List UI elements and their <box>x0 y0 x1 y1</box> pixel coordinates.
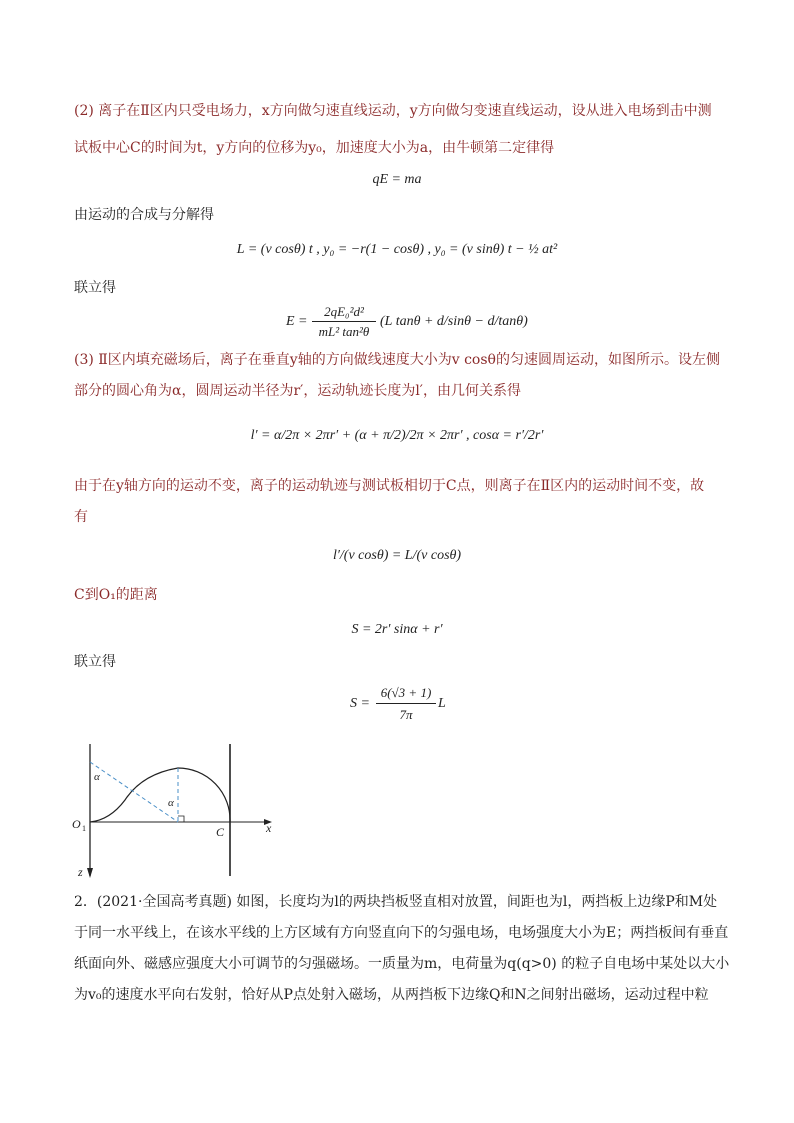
part3-line3: 由于在y轴方向的运动不变，离子的运动轨迹与测试板相切于C点，则离子在Ⅱ区内的运动时间不变，故 <box>74 478 705 494</box>
part3-line5: C到O₁的距离 <box>74 587 158 603</box>
equation-distance: S = 2r′ sinα + r′ <box>351 622 443 637</box>
part3-line6: 联立得 <box>74 654 116 670</box>
equation-time: l′/(v cosθ) = L/(v cosθ) <box>332 548 462 563</box>
fraction-bar <box>312 321 376 322</box>
equation-motion: L = (v cosθ) t , y₀ = −r(1 − cosθ) , y₀ = (v sinθ) t − ½ at² <box>236 242 558 257</box>
right-angle-mark <box>178 816 184 822</box>
part3-line1: (3) Ⅱ区内填充磁场后，离子在垂直y轴的方向做线速度大小为v cosθ的匀速圆周运动，如图所示。设左侧 <box>74 352 720 368</box>
label-alpha-top: α <box>94 771 100 783</box>
label-O1: O <box>72 817 81 831</box>
label-C: C <box>216 825 225 839</box>
equation-E <box>286 303 526 343</box>
equation-newton: qE = ma <box>372 172 422 187</box>
part2-line3: 由运动的合成与分解得 <box>74 207 214 223</box>
equation-E-denominator: mL² tan²θ <box>318 324 370 339</box>
trajectory-figure <box>70 740 290 880</box>
question2-line4: 为v₀的速度水平向右发射，恰好从P点处射入磁场，从两挡板下边缘Q和N之间射出磁场，运动过程中粒 <box>74 987 709 1003</box>
equation-S <box>350 683 470 727</box>
question2-line2: 于同一水平线上，在该水平线的上方区域有方向竖直向下的匀强电场，电场强度大小为E；两挡板间有垂直 <box>74 925 729 941</box>
equation-S-denominator: 7π <box>399 707 413 722</box>
fraction-bar <box>376 703 436 704</box>
part2-line4: 联立得 <box>74 280 116 296</box>
equation-E-lhs: E = <box>286 314 308 329</box>
question2-line3: 纸面向外、磁感应强度大小可调节的匀强磁场。一质量为m，电荷量为q(q>0) 的粒子自电场中某处以大小 <box>74 956 730 972</box>
part3-line4: 有 <box>74 509 88 525</box>
equation-S-numerator: 6(√3 + 1) <box>380 685 432 700</box>
part3-line2: 部分的圆心角为α，圆周运动半径为r′，运动轨迹长度为l′，由几何关系得 <box>74 383 521 399</box>
equation-E-numerator: 2qE₀²d² <box>324 304 364 319</box>
equation-E-rhs: (L tanθ + d/sinθ − d/tanθ) <box>380 314 528 329</box>
label-x: x <box>266 821 272 835</box>
z-axis-arrow <box>87 868 93 878</box>
ion-trajectory <box>90 768 230 822</box>
label-alpha-mid: α <box>168 797 174 809</box>
part2-line1: (2) 离子在Ⅱ区内只受电场力，x方向做匀速直线运动，y方向做匀变速直线运动，设从进入电场到击中测 <box>74 103 712 119</box>
question2-line1: 2．(2021·全国高考真题) 如图，长度均为l的两块挡板竖直相对放置，间距也为l，两挡板上边缘P和M处 <box>74 894 718 910</box>
part2-line2: 试板中心C的时间为t，y方向的位移为y₀，加速度大小为a，由牛顿第二定律得 <box>74 140 555 156</box>
label-O1-subscript: 1 <box>82 824 86 833</box>
equation-S-lhs: S = <box>350 696 370 711</box>
equation-S-rhs: L <box>438 696 446 711</box>
label-z: z <box>78 865 83 879</box>
equation-arc-length: l′ = α/2π × 2πr′ + (α + π/2)/2π × 2πr′ , cosα = r′/2r′ <box>250 428 544 443</box>
